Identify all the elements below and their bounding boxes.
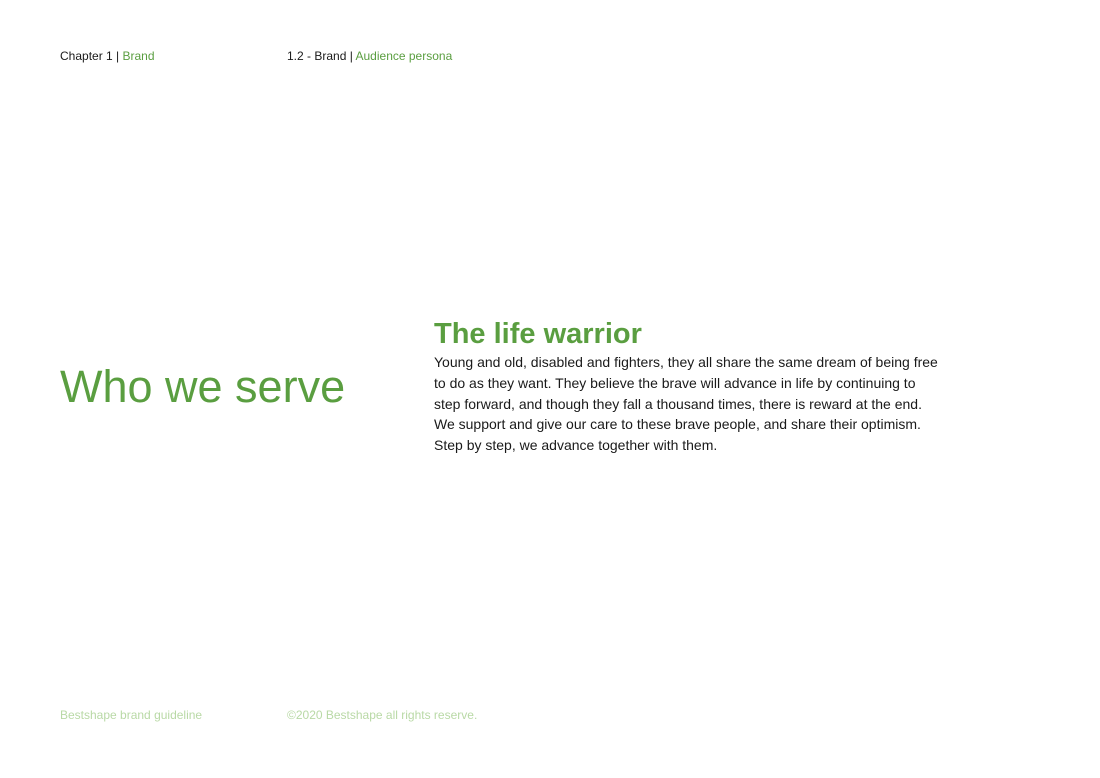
persona-section [434, 316, 954, 456]
section-name: Audience persona [355, 49, 453, 63]
persona-title: The life warrior [434, 318, 642, 350]
section-label: 1.2 - Brand | [287, 49, 356, 63]
chapter-name: Brand [122, 49, 155, 63]
persona-line: Step by step, we advance together with them. [434, 437, 718, 454]
footer-copyright: ©2020 Bestshape all rights reserve. [287, 708, 478, 722]
persona-line: step forward, and though they fall a thousand times, there is reward at the end. [434, 395, 922, 412]
persona-line: to do as they want. They believe the brave will advance in life by continuing to [434, 374, 916, 391]
footer-document-name: Bestshape brand guideline [60, 708, 203, 722]
persona-line: We support and give our care to these brave people, and share their optimism. [434, 416, 921, 433]
section-breadcrumb [287, 48, 452, 64]
persona-description [434, 352, 954, 456]
page-title: Who we serve [60, 361, 346, 412]
persona-line: Young and old, disabled and fighters, they all share the same dream of being free [434, 354, 938, 370]
chapter-breadcrumb [60, 48, 155, 64]
chapter-label: Chapter 1 | [60, 49, 123, 63]
